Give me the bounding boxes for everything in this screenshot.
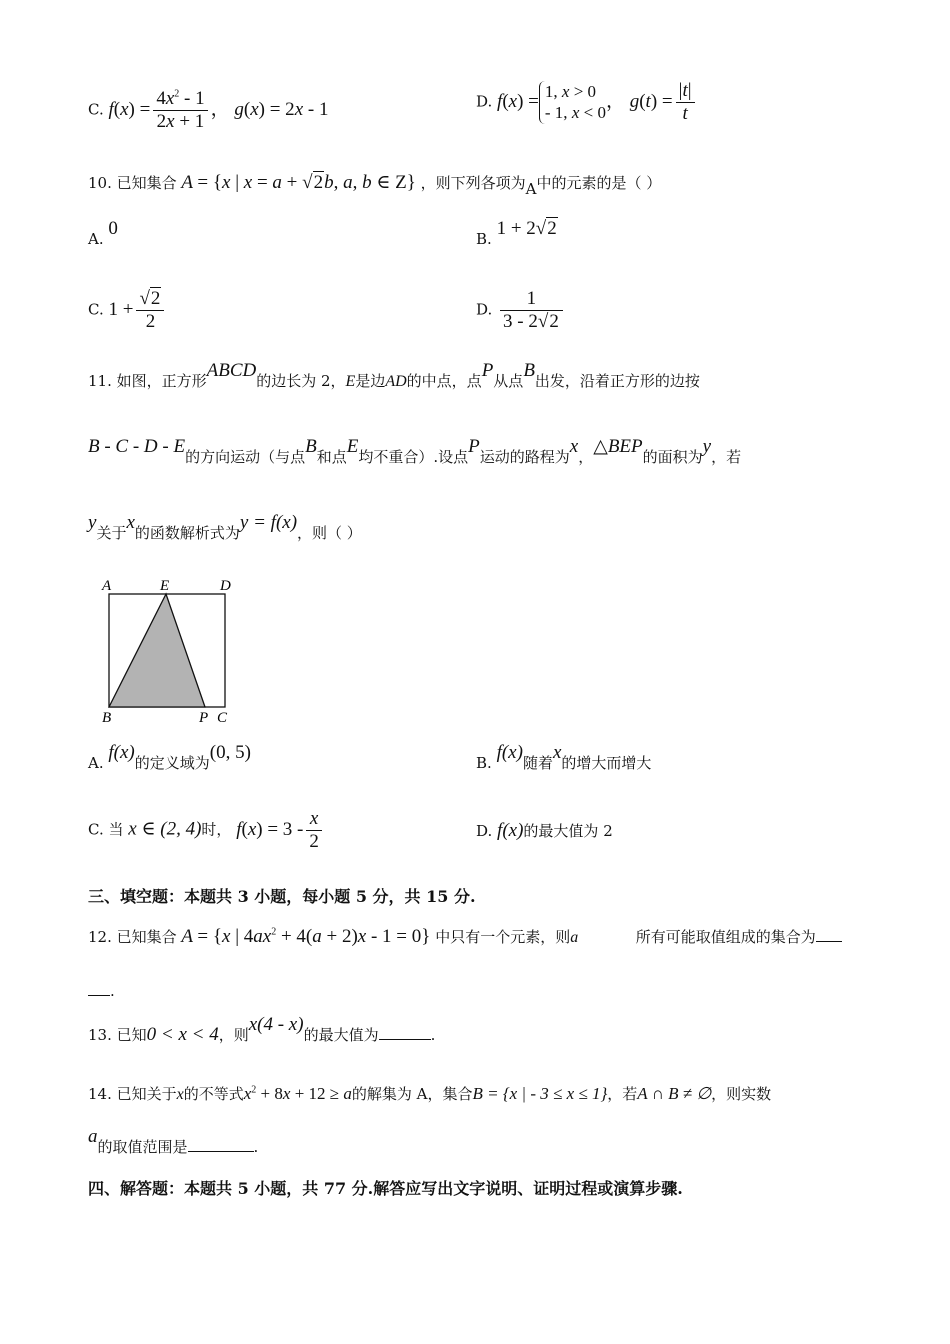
q11-line1	[88, 360, 700, 393]
q11-y2: y	[88, 512, 97, 533]
q11-option-b-x: x	[552, 742, 562, 763]
q11-line2-a: 的方向运动（与点	[185, 448, 306, 466]
q10-option-b	[476, 218, 558, 251]
q11-option-a-label: A.	[88, 754, 104, 772]
q9-option-d-formula: f(x) = 1, x > 0 - 1, x < 0， g(t) = $\frac{|t|}{t}$	[497, 91, 697, 112]
q11-line3-a: 关于	[96, 524, 127, 542]
q12-continuation	[88, 982, 115, 1000]
q14-prefix: 14. 已知关于	[88, 1085, 177, 1103]
q12-mid: 中只有一个元素，则	[435, 928, 571, 946]
q11-triangle: △BEP	[593, 436, 643, 457]
q11-path: B - C - D - E	[88, 436, 186, 457]
q13-stem	[88, 1014, 436, 1047]
q13-answer-blank[interactable]	[379, 1039, 431, 1040]
q11-line2-e: ，	[578, 448, 594, 466]
q12-prefix: 12. 已知集合	[88, 928, 177, 946]
q10-option-a-label: A.	[88, 230, 104, 248]
q11-line1-a: 11. 如图，正方形	[88, 372, 207, 390]
q10-set-name: A	[525, 180, 537, 198]
q9-option-c-label: C.	[88, 100, 104, 119]
q10-suffix1: ，则下列各项为	[420, 174, 526, 192]
q11-e: E	[345, 373, 356, 390]
q11-line1-b: 的边长为 2，	[256, 372, 346, 390]
q11-b2: B	[305, 436, 317, 457]
q10-option-c-label: C.	[88, 300, 104, 319]
q10-option-a-value	[108, 218, 118, 239]
q11-option-b-f: f(x)	[496, 742, 523, 763]
q10-option-d	[476, 288, 566, 333]
q11-b: B	[523, 360, 535, 381]
q10-option-b-label: B.	[476, 230, 492, 248]
q9-option-c-formula: f(x) = $\frac{4x^2 - 1}{2x + 1}$ ， g(x) = 2x - 1	[108, 88, 329, 132]
section-4-heading: 四、解答题：本题共 5 小题，共 77 分.解答应写出文字说明、证明过程或演算步骤.	[88, 1179, 683, 1198]
q11-option-d	[476, 820, 613, 843]
q11-func: y = f(x)	[239, 512, 298, 533]
q12-set: A = {x | $4ax^2 + 4(a + 2)x - 1 = 0$}	[181, 926, 431, 947]
q10-option-c-value: 1 + $\frac{√2}{2}$	[109, 299, 168, 320]
q11-option-d-label: D.	[476, 822, 493, 840]
q14-answer-blank[interactable]	[188, 1151, 254, 1152]
q14-mid2: 的解集为 A，集合	[351, 1085, 473, 1103]
q11-option-a-domain: (0, 5)	[209, 742, 251, 763]
q12-suffix: 所有可能取值组成的集合为	[635, 928, 816, 946]
q11-option-a-text: 的定义域为	[134, 754, 210, 772]
q14-end: .	[253, 1138, 259, 1156]
q11-square: ABCD	[206, 360, 257, 381]
figure-triangle-bep	[109, 594, 205, 707]
q11-option-d-f: f(x)	[497, 820, 524, 841]
q10-option-d-label: D.	[476, 300, 493, 319]
q12-stem	[88, 926, 842, 949]
q10-set: A = {x | x = a + √2b, a, b ∈ Z}	[181, 172, 416, 193]
q13-prefix: 13. 已知	[88, 1026, 147, 1044]
q14-stem	[88, 1084, 771, 1104]
q13-cond: 0 < x < 4	[146, 1024, 219, 1045]
q11-x2: x	[126, 512, 135, 533]
q14-suffix: 的取值范围是	[97, 1138, 188, 1156]
q11-line1-d: 的中点，点	[406, 372, 482, 390]
q11-figure	[98, 574, 248, 726]
q14-ineq: $x^2 + 8x + 12 \ge a$	[243, 1084, 352, 1103]
q10-option-a	[88, 218, 118, 251]
q11-line1-f: 出发，沿着正方形的边按	[534, 372, 700, 390]
figure-label-b: B	[102, 710, 112, 726]
q9-option-c	[88, 88, 328, 133]
q10-option-a-zero: 0	[108, 218, 118, 239]
q10-option-d-value: $\frac{1}{3 - 2√2}$	[497, 299, 566, 320]
q11-p: P	[481, 360, 494, 381]
figure-label-e: E	[160, 578, 170, 594]
q11-option-a-f: f(x)	[108, 742, 135, 763]
q14-x: x	[176, 1086, 184, 1103]
q11-option-d-text: 的最大值为 2	[523, 822, 613, 840]
q9-option-d	[476, 80, 698, 125]
q14-cond: A ∩ B ≠ ∅	[637, 1084, 712, 1103]
q10-prefix: 10. 已知集合	[88, 174, 177, 192]
q14-mid3: ，若	[607, 1085, 638, 1103]
q14-var: a	[88, 1126, 98, 1147]
q11-line2	[88, 436, 742, 469]
q12-end: .	[110, 982, 115, 1000]
q11-option-c-text: 时，	[201, 820, 232, 839]
figure-label-d: D	[220, 578, 231, 594]
q11-line3-c: ，则（ ）	[297, 524, 362, 542]
q11-option-a	[88, 742, 251, 775]
q9-option-d-label: D.	[476, 92, 493, 111]
q12-answer-blank[interactable]	[816, 941, 842, 942]
q10-stem	[88, 172, 662, 198]
q11-line2-b: 和点	[316, 448, 347, 466]
q10-suffix2: 中的元素的是（ ）	[536, 174, 662, 192]
q11-line1-c: 是边	[355, 372, 386, 390]
q11-line2-f: 的面积为	[642, 448, 703, 466]
q11-line2-c: 均不重合）.设点	[358, 448, 469, 466]
q11-option-c	[88, 808, 325, 853]
q10-option-c	[88, 288, 167, 333]
q11-x: x	[569, 436, 579, 457]
q11-line3-b: 的函数解析式为	[134, 524, 240, 542]
q11-option-b-text1: 随着	[522, 754, 553, 772]
q11-ad: AD	[385, 373, 407, 390]
q14-mid4: ，则实数	[711, 1085, 772, 1103]
q13-expr: x(4 - x)	[248, 1014, 304, 1035]
q12-var: a	[570, 929, 579, 946]
q11-option-b-label: B.	[476, 754, 492, 772]
q11-option-c-formula: f(x) = 3 - $\frac{x}{2}$	[236, 819, 325, 840]
q14-continuation	[88, 1126, 259, 1159]
q12-answer-blank-cont[interactable]	[88, 995, 110, 996]
figure-label-a: A	[102, 578, 112, 594]
q11-y: y	[702, 436, 712, 457]
section-3-heading: 三、填空题：本题共 3 小题，每小题 5 分，共 15 分.	[88, 887, 476, 906]
q13-end: .	[430, 1026, 436, 1044]
q13-suffix: 的最大值为	[303, 1026, 379, 1044]
q11-option-b-text2: 的增大而增大	[561, 754, 652, 772]
q11-option-b	[476, 742, 652, 775]
figure-label-p: P	[199, 710, 209, 726]
q11-line1-e: 从点	[493, 372, 524, 390]
q14-mid1: 的不等式	[183, 1085, 244, 1103]
q11-line3	[88, 512, 362, 545]
q14-set-b: B = {x | - 3 ≤ x ≤ 1}	[472, 1084, 608, 1103]
q11-option-c-label: C. 当	[88, 820, 124, 839]
q11-p2: P	[468, 436, 480, 457]
q13-mid: ，则	[218, 1026, 249, 1044]
figure-label-c: C	[217, 710, 228, 726]
q11-line2-g: ，若	[711, 448, 742, 466]
q11-option-c-cond: x ∈ (2, 4)	[128, 818, 202, 840]
q11-e2: E	[346, 436, 359, 457]
q11-line2-d: 运动的路程为	[479, 448, 570, 466]
q10-option-b-value: 1 + 2√2	[496, 218, 557, 239]
